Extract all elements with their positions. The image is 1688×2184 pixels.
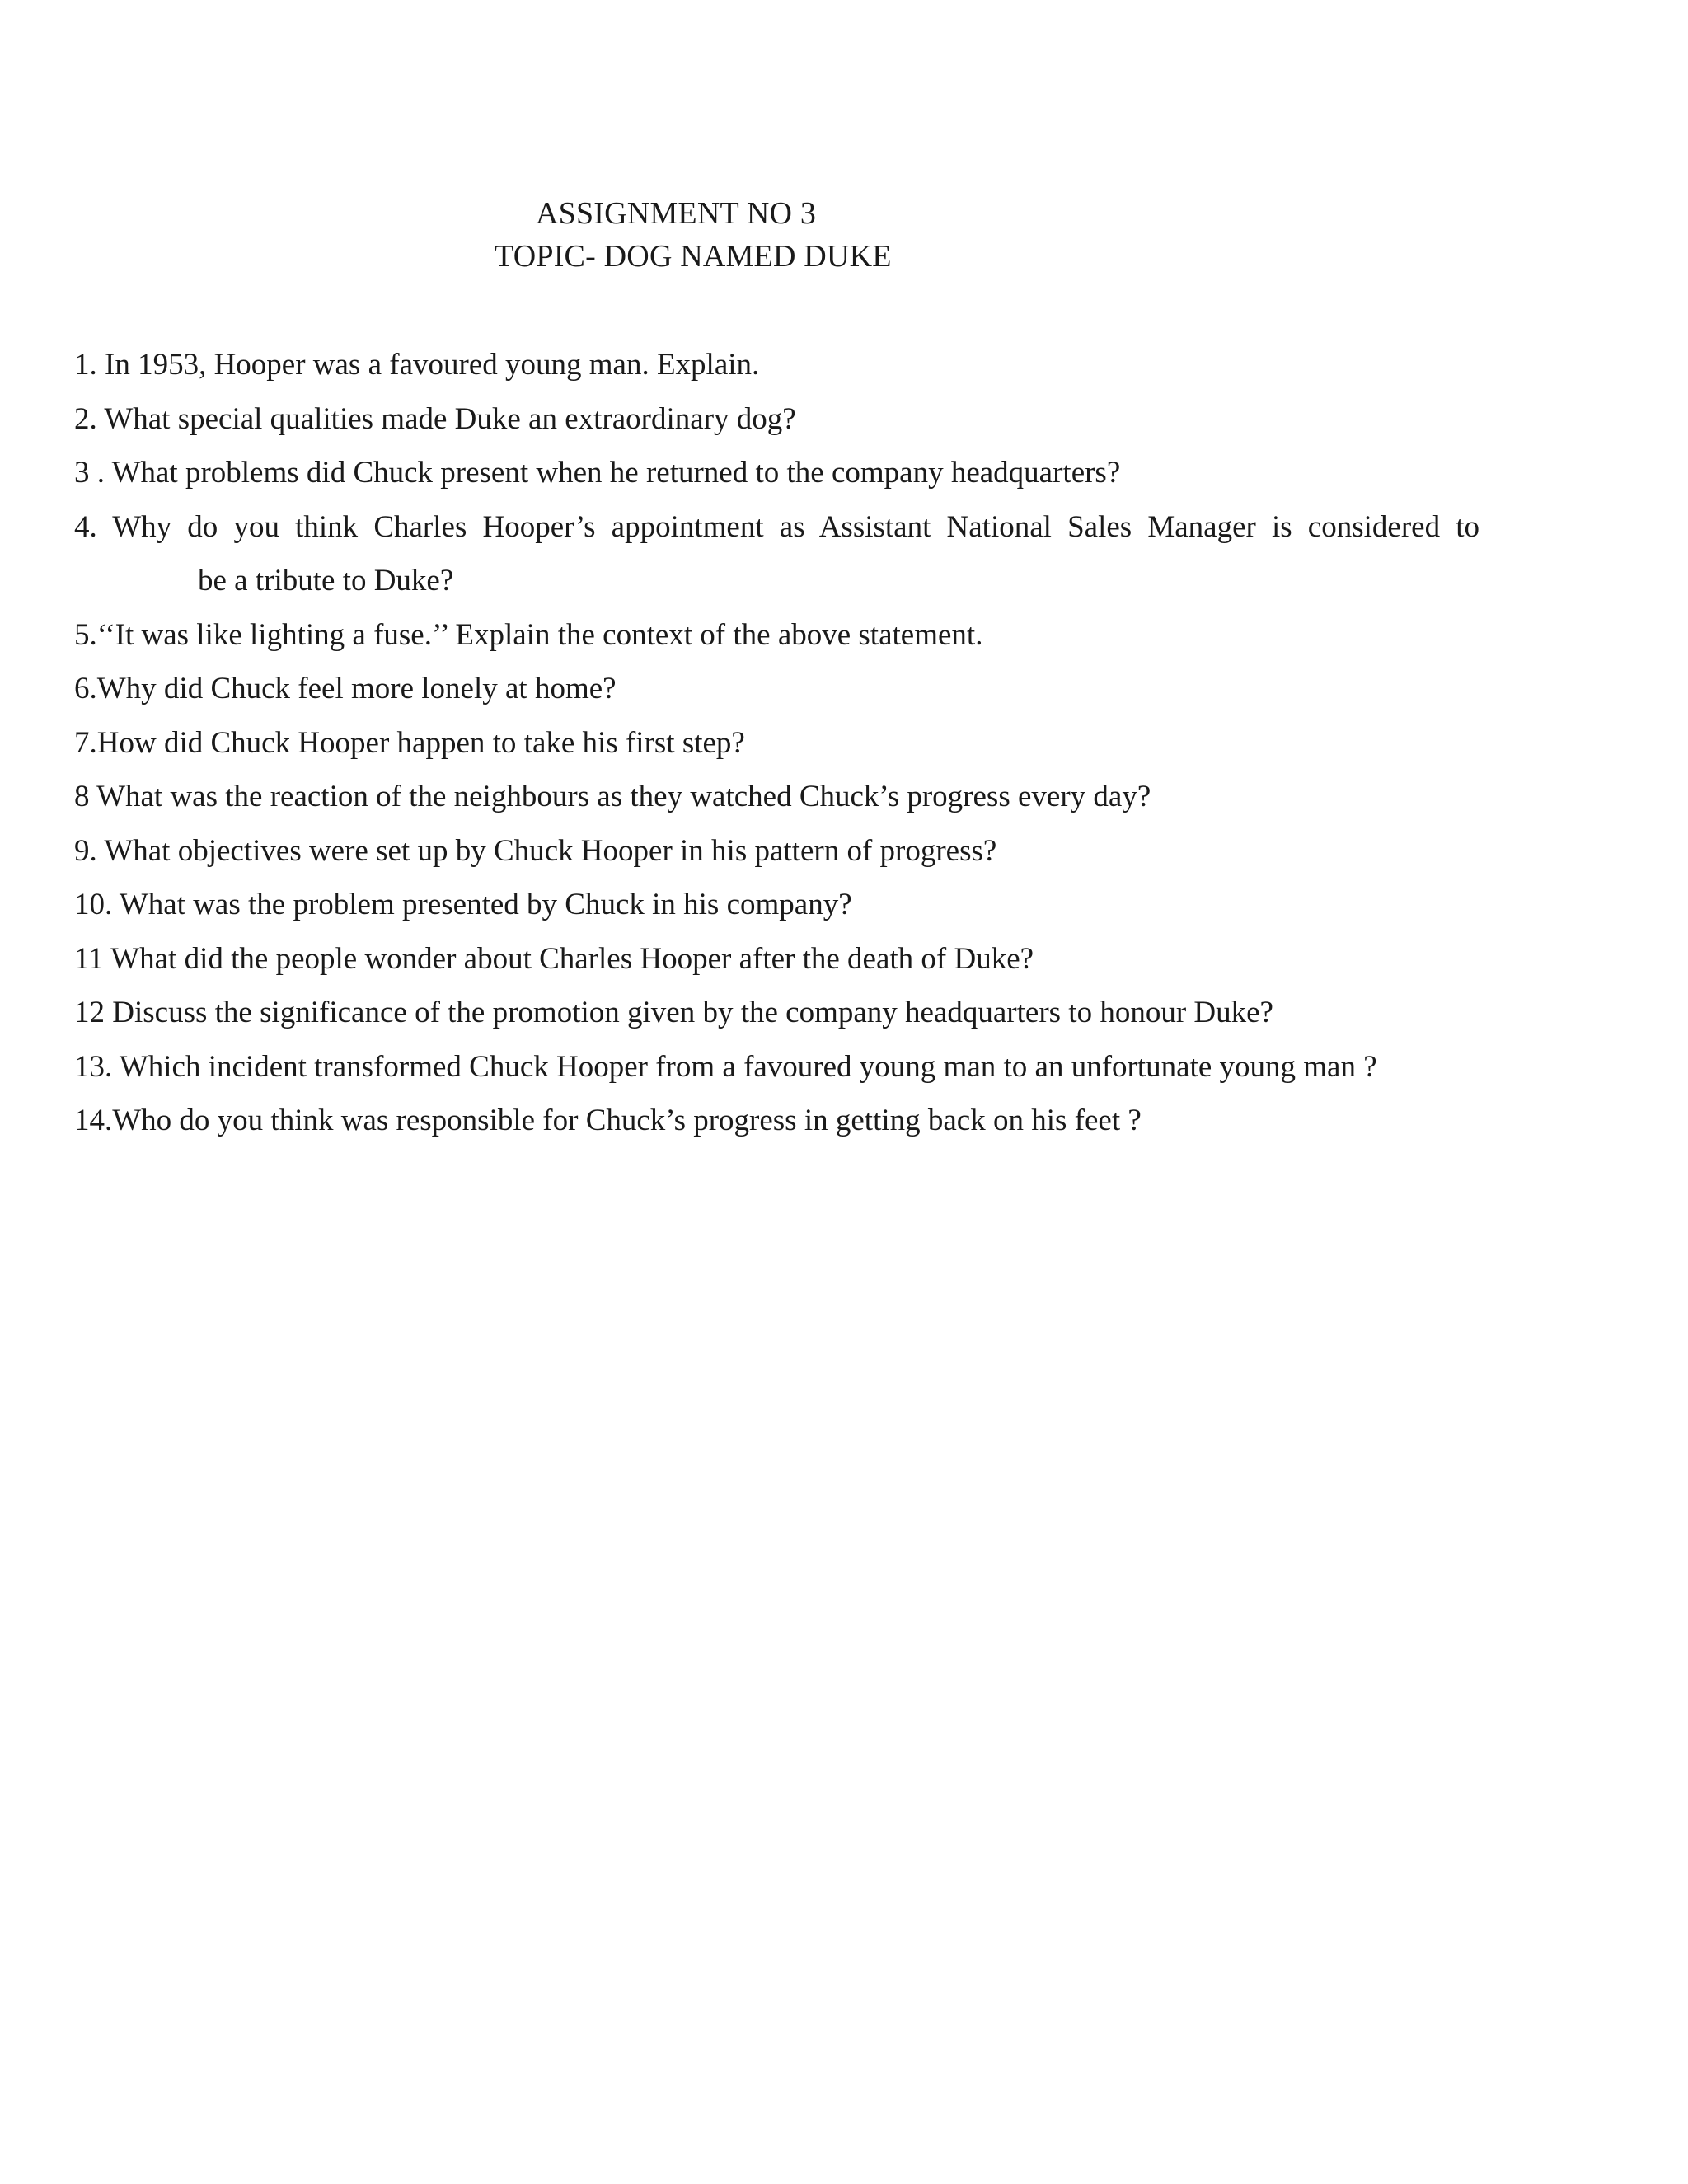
question-line: 4. Why do you think Charles Hooper’s appointment as Assistant National Sales Manager is considered to [74,509,1479,544]
question-item: 10. What was the problem presented by Chuck in his company? [74,888,852,921]
question-item: 11 What did the people wonder about Charles Hooper after the death of Duke? [74,941,1034,976]
question-list [74,338,1492,1148]
question-item: 13. Which incident transformed Chuck Hooper from a favoured young man to an unfortunate young man ? [74,1049,1377,1084]
assignment-topic: TOPIC- DOG NAMED DUKE [495,239,892,274]
question-item: 14.Who do you think was responsible for Chuck’s progress in getting back on his feet ? [74,1104,1142,1137]
question-item: 9. What objectives were set up by Chuck Hooper in his pattern of progress? [74,833,997,868]
question-item: 2. What special qualities made Duke an extraordinary dog? [74,401,796,436]
question-line-continued: be a tribute to Duke? [198,564,454,598]
question-item: 12 Discuss the significance of the promotion given by the company headquarters to honour Duke? [74,996,1273,1029]
question-item: 8 What was the reaction of the neighbours as they watched Chuck’s progress every day? [74,780,1151,813]
question-item: 3 . What problems did Chuck present when he returned to the company headquarters? [74,456,1121,490]
question-item [74,500,1492,608]
question-item: 5.‘‘It was like lighting a fuse.’’ Explain the context of the above statement. [74,617,983,652]
assignment-title: ASSIGNMENT NO 3 [536,196,817,231]
question-item: 7.How did Chuck Hooper happen to take his first step? [74,725,745,760]
question-item: 6.Why did Chuck feel more lonely at home? [74,672,617,705]
question-item: 1. In 1953, Hooper was a favoured young man. Explain. [74,348,760,382]
